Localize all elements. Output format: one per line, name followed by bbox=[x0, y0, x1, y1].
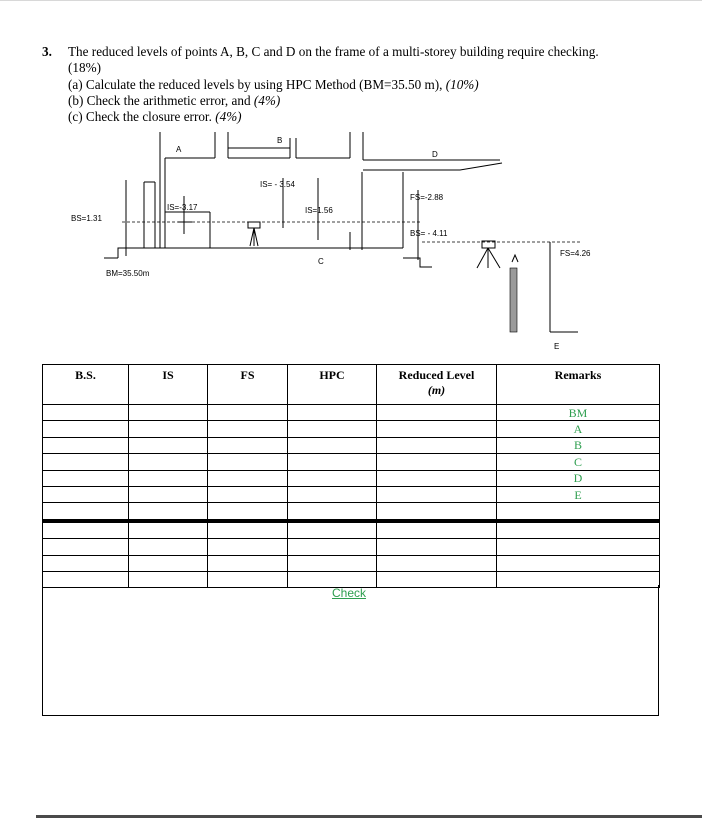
table-row bbox=[43, 405, 660, 421]
remark-e: E bbox=[497, 486, 660, 502]
check-link[interactable]: Check bbox=[332, 586, 367, 600]
point-b-label: B bbox=[277, 136, 283, 145]
question-line-2: (18%) bbox=[68, 60, 101, 75]
reading-is-b: IS= - 3.54 bbox=[260, 180, 295, 189]
header-reduced-level bbox=[377, 365, 497, 405]
header-bs: B.S. bbox=[43, 365, 129, 405]
header-hpc: HPC bbox=[288, 365, 377, 405]
table-row bbox=[43, 503, 660, 521]
reading-bs1: BS=1.31 bbox=[71, 214, 102, 223]
levelling-table bbox=[42, 364, 660, 588]
header-remarks: Remarks bbox=[497, 365, 660, 405]
question-line-1: The reduced levels of points A, B, C and D on the frame of a multi-storey building require checking. bbox=[68, 44, 599, 59]
point-d-label: D bbox=[432, 150, 438, 159]
remark-a: A bbox=[497, 421, 660, 437]
table-row bbox=[43, 539, 660, 555]
levelling-diagram bbox=[0, 0, 702, 360]
header-reduced-level-text: Reduced Level bbox=[398, 368, 475, 382]
table-row bbox=[43, 421, 660, 437]
remark-b: B bbox=[497, 437, 660, 453]
table-row bbox=[43, 437, 660, 453]
part-b-text: (b) Check the arithmetic error, and bbox=[68, 93, 251, 108]
table-row bbox=[43, 486, 660, 502]
reading-fs-e: FS=4.26 bbox=[560, 249, 591, 258]
part-a-mark: (10%) bbox=[445, 77, 479, 92]
table-row bbox=[43, 454, 660, 470]
question-number: 3. bbox=[42, 44, 52, 59]
part-c-mark: (4%) bbox=[215, 109, 242, 124]
header-is: IS bbox=[129, 365, 208, 405]
reading-bm: BM=35.50m bbox=[106, 269, 150, 278]
reading-is-a: IS=-3.17 bbox=[167, 203, 198, 212]
check-area bbox=[42, 585, 659, 716]
table-header-row bbox=[43, 365, 660, 405]
table-row bbox=[43, 521, 660, 539]
remark-c: C bbox=[497, 454, 660, 470]
reading-fs-d: FS=-2.88 bbox=[410, 193, 444, 202]
point-e-label: E bbox=[554, 342, 560, 351]
header-fs: FS bbox=[208, 365, 288, 405]
reading-is-c: IS=1.56 bbox=[305, 206, 333, 215]
header-reduced-level-unit: (m) bbox=[427, 383, 446, 397]
remark-d: D bbox=[497, 470, 660, 486]
part-a-text: (a) Calculate the reduced levels by using HPC Method (BM=35.50 m), bbox=[68, 77, 443, 92]
point-a-label: A bbox=[176, 145, 182, 154]
part-b-mark: (4%) bbox=[253, 93, 281, 108]
part-c-text: (c) Check the closure error. bbox=[68, 109, 212, 124]
table-row bbox=[43, 470, 660, 486]
point-c-label: C bbox=[318, 257, 324, 266]
remark-bm: BM bbox=[497, 405, 660, 421]
table-row bbox=[43, 555, 660, 571]
reading-bs-d: BS= - 4.11 bbox=[410, 229, 448, 238]
